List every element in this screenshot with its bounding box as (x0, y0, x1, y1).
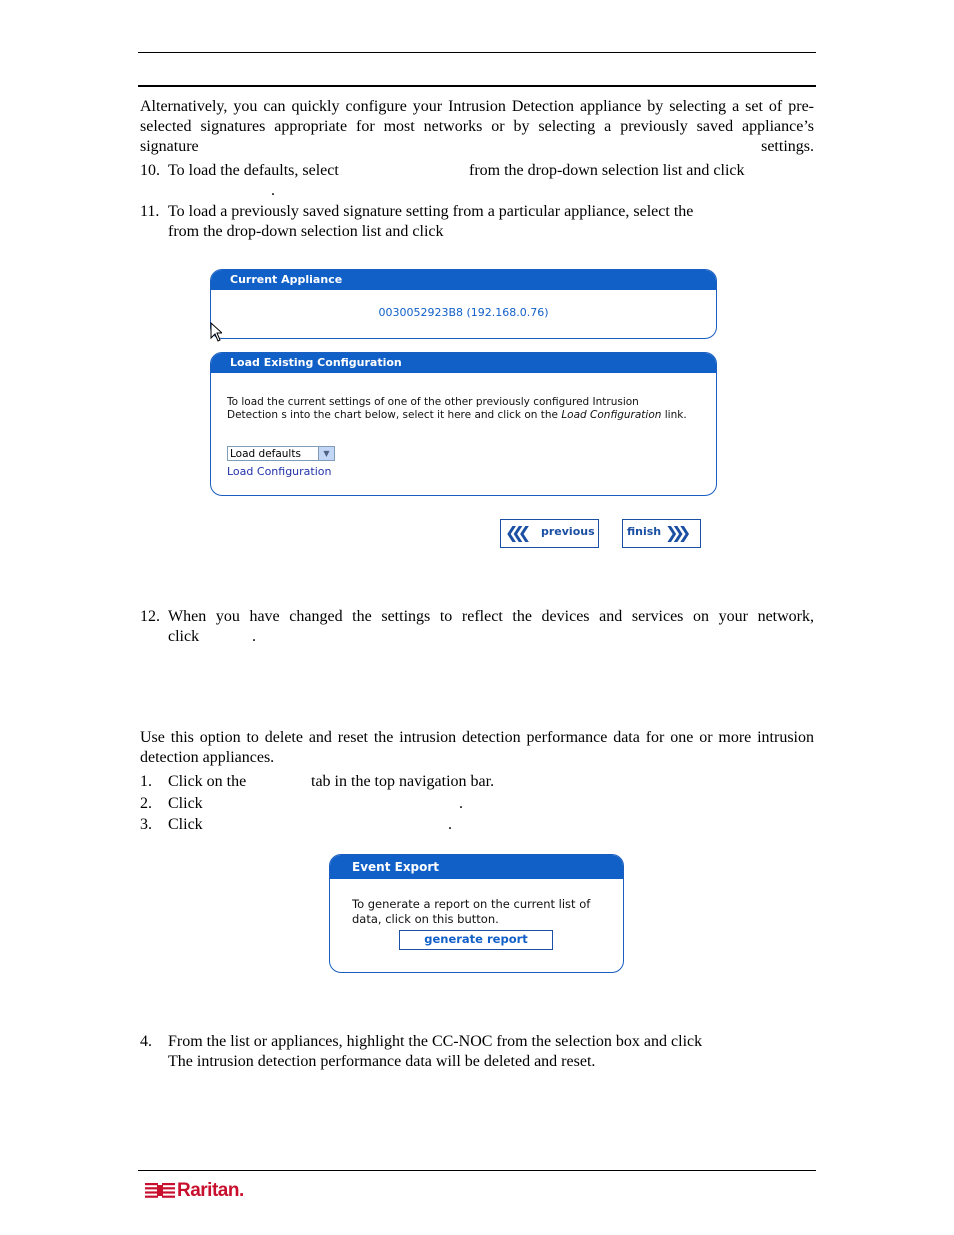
load-config-panel (210, 352, 717, 496)
section2-step-2-text-b: . (459, 795, 463, 812)
current-appliance-panel (210, 269, 717, 339)
step-10-number: 10. (140, 162, 160, 179)
event-export-description (352, 897, 590, 927)
section2-step-3-number: 3. (140, 816, 152, 833)
section2-step-1-number: 1. (140, 773, 152, 790)
event-export-desc-line1: To generate a report on the current list of (352, 897, 591, 911)
step-12-line1: When you have changed the settings to reflect the devices and services on your network, (168, 608, 814, 625)
step-4-line1: From the list or appliances, highlight the CC-NOC from the selection box and click (168, 1033, 703, 1050)
section2-step-2-number: 2. (140, 795, 152, 812)
step-10-text-b: from the drop-down selection list and click (469, 162, 745, 179)
raritan-logo (145, 1180, 255, 1202)
load-config-description (227, 396, 707, 422)
step-10-text-c: . (271, 182, 275, 199)
section2-step-1-text-b: tab in the top navigation bar. (311, 773, 495, 790)
current-appliance-value: 0030052923B8 (192.168.0.76) (378, 306, 549, 319)
step-12-number: 12. (140, 608, 160, 625)
load-config-desc-emphasis: Load Configuration (561, 409, 662, 421)
configuration-select[interactable] (227, 446, 335, 461)
step-11-line1: To load a previously saved signature setting from a particular appliance, select the (168, 203, 694, 220)
config-screenshot (198, 262, 760, 554)
double-chevron-right-icon: ❯❯❯ (665, 523, 685, 542)
load-config-desc-line1: To load the current settings of one of the other previously configured Intrusion (227, 396, 639, 408)
intro-paragraph: Alternatively, you can quickly configure your Intrusion Detection appliance by selecting a set of pre-selected signatures appropriate for most networks or by selecting a previously saved appliance’s signature settings. (140, 98, 814, 155)
previous-button[interactable] (500, 519, 599, 548)
finish-button-label: finish (627, 525, 662, 538)
event-export-panel (329, 854, 624, 973)
finish-button[interactable] (622, 519, 701, 548)
step-11-line2: from the drop-down selection list and click (168, 223, 444, 240)
raritan-logo-icon (145, 1181, 175, 1201)
load-config-desc-line2: Detection s into the chart below, select it here and click on the Load Configuration link. (227, 409, 687, 421)
load-config-title: Load Existing Configuration (211, 353, 716, 373)
configuration-select-value: Load defaults (230, 448, 301, 460)
section2-step-1-text-a: Click on the (168, 773, 247, 790)
section2-step-3-text-a: Click (168, 816, 203, 833)
header-rule-top (138, 52, 816, 53)
section2-step-3-text-b: . (448, 816, 452, 833)
footer-rule (138, 1170, 816, 1171)
step-12-line2-b: . (252, 628, 256, 645)
section2-step-2-text-a: Click (168, 795, 203, 812)
current-appliance-title: Current Appliance (211, 270, 716, 290)
chevron-down-icon[interactable]: ▼ (318, 447, 334, 460)
step-12-line2-a: click (168, 628, 200, 645)
step-10-text-a: To load the defaults, select (168, 162, 339, 179)
section2-paragraph: Use this option to delete and reset the intrusion detection performance data for one or more intrusion detection appliances. (140, 729, 814, 766)
generate-report-button[interactable]: generate report (399, 930, 553, 950)
raritan-logo-text: Raritan. (177, 1180, 244, 1201)
step-11-number: 11. (140, 203, 160, 220)
previous-button-label: previous (541, 525, 595, 538)
header-rule-bottom (138, 85, 816, 87)
double-chevron-left-icon: ❮❮❮ (505, 523, 525, 542)
event-export-title: Event Export (330, 855, 623, 879)
load-configuration-link[interactable]: Load Configuration (227, 465, 332, 478)
step-4-number: 4. (140, 1033, 152, 1050)
event-export-desc-line2: data, click on this button. (352, 912, 499, 926)
step-4-line2: The intrusion detection performance data will be deleted and reset. (168, 1053, 596, 1070)
mouse-cursor-icon (210, 322, 222, 342)
